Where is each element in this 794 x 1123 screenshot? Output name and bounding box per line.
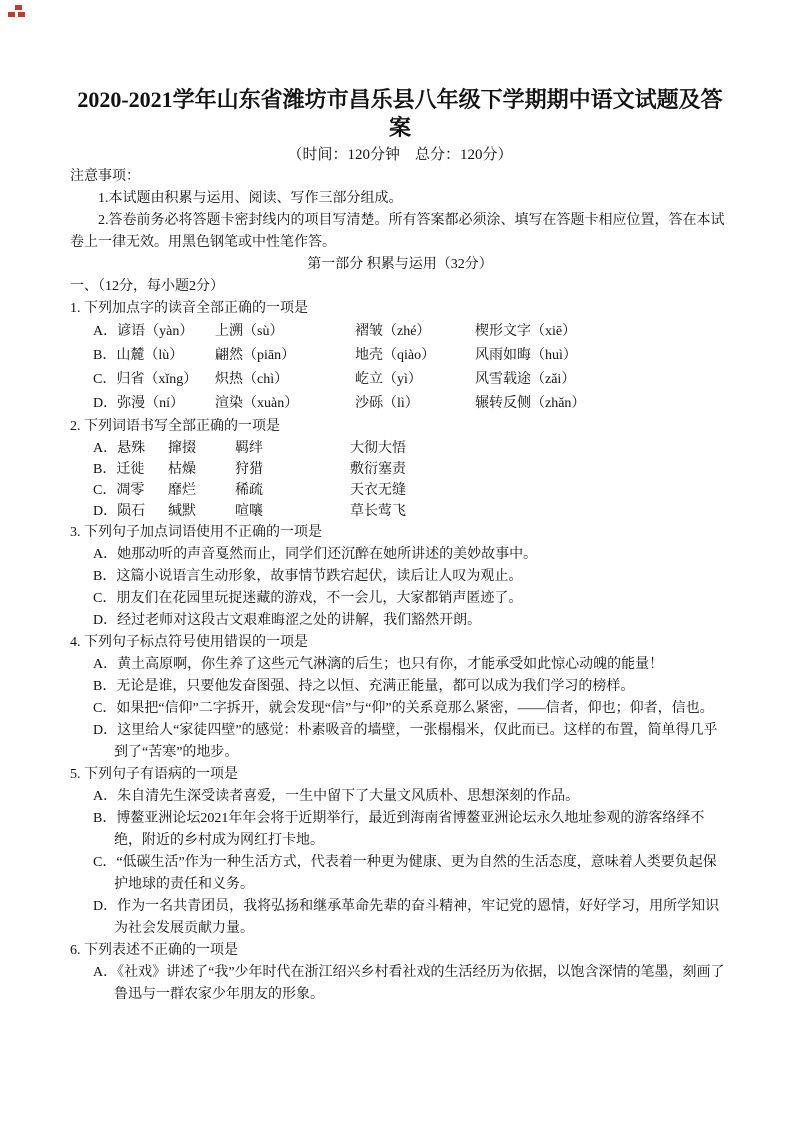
question-2-stem: 2. 下列词语书写全部正确的一项是	[70, 419, 280, 434]
question-4	[70, 632, 730, 764]
question-6	[70, 940, 730, 1006]
q1-a-word-1: A．谚语（yàn）	[93, 324, 194, 339]
q5-option-a: A．朱自清先生深受读者喜爱，一生中留下了大量文风质朴、思想深刻的作品。	[93, 789, 580, 804]
question-5-stem: 5. 下列句子有语病的一项是	[70, 767, 238, 782]
q1-c-word-1: C．归省（xǐng）	[93, 372, 198, 387]
q4-option-b: B．无论是谁，只要他发奋图强、持之以恒、充满正能量，都可以成为我们学习的榜样。	[93, 679, 635, 694]
q2-b-word-3: 狩猎	[235, 462, 263, 477]
question-6-stem: 6. 下列表述不正确的一项是	[70, 943, 238, 958]
exam-title: 2020-2021学年山东省潍坊市昌乐县八年级下学期期中语文试题及答案	[77, 87, 723, 140]
q1-b-word-4: 风雨如晦（huì）	[475, 348, 577, 363]
q6-option-a: A．《社戏》讲述了“我”少年时代在浙江绍兴乡村看社戏的生活经历为依据，以饱含深情的笔墨，刻画了鲁迅与一群农家少年朋友的形象。	[93, 965, 725, 1002]
q1-b-word-3: 地壳（qiào）	[355, 348, 436, 363]
q2-a-word-3: 羁绊	[235, 441, 263, 456]
question-1	[70, 298, 730, 416]
question-3-stem: 3. 下列句子加点词语使用不正确的一项是	[70, 525, 322, 540]
q1-d-word-2: 渲染（xuàn）	[215, 396, 299, 411]
question-1-options-table	[93, 320, 730, 416]
q1-d-word-3: 沙砾（lì）	[355, 396, 419, 411]
q2-row-c	[93, 480, 730, 501]
q2-a-word-4: 大彻大悟	[350, 441, 406, 456]
q4-option-c: C．如果把“信仰”二字拆开，就会发现“信”与“仰”的关系竟那么紧密，——信者，仰也；仰者，信也。	[93, 701, 714, 716]
q5-option-d: D．作为一名共青团员，我将弘扬和继承革命先辈的奋斗精神，牢记党的恩情，好好学习，用所学知识为社会发展贡献力量。	[93, 899, 720, 936]
q2-b-word-1: B．迁徙	[93, 462, 145, 477]
question-4-stem: 4. 下列句子标点符号使用错误的一项是	[70, 635, 308, 650]
q2-c-word-4: 天衣无缝	[350, 483, 406, 498]
q1-c-word-4: 风雪载途（zǎi）	[475, 372, 576, 387]
notice-item-2: 2.答卷前务必将答题卡密封线内的项目写清楚。所有答案都必须涂、填写在答题卡相应位置，答在本试卷上一律无效。用黑色钢笔或中性笔作答。	[70, 213, 725, 250]
q3-option-d: D．经过老师对这段古文艰难晦涩之处的讲解，我们豁然开朗。	[93, 613, 482, 628]
corner-logo-mark	[8, 5, 30, 19]
q1-a-word-4: 楔形文字（xiē）	[475, 324, 577, 339]
q2-row-d	[93, 501, 730, 522]
q2-d-word-4: 草长莺飞	[350, 504, 406, 519]
q2-c-word-2: 靡烂	[168, 483, 196, 498]
q2-c-word-1: C．凋零	[93, 483, 145, 498]
q2-d-word-3: 喧嚷	[235, 504, 263, 519]
q1-row-a	[93, 320, 730, 344]
q3-option-a: A．她那动听的声音戛然而止，同学们还沉醉在她所讲述的美妙故事中。	[93, 547, 538, 562]
q4-option-d: D．这里给人“家徒四壁”的感觉：朴素吸音的墙壁，一张榻榻米，仅此而已。这样的布置，简单得几乎到了“苦寒”的地步。	[93, 723, 718, 760]
question-5	[70, 764, 730, 940]
notice-item-1: 1.本试题由积累与运用、阅读、写作三部分组成。	[98, 191, 403, 206]
q1-d-word-1: D．弥漫（ní）	[93, 396, 184, 411]
question-2-options-table	[93, 438, 730, 522]
q2-a-word-2: 撺掇	[168, 441, 196, 456]
q4-option-a: A．黄土高原啊，你生养了这些元气淋漓的后生；也只有你，才能承受如此惊心动魄的能量！	[93, 657, 664, 672]
q2-row-b	[93, 459, 730, 480]
q2-d-word-1: D．陨石	[93, 504, 146, 519]
q2-b-word-2: 枯燥	[168, 462, 196, 477]
question-3	[70, 522, 730, 632]
q2-a-word-1: A．悬殊	[93, 441, 146, 456]
q2-row-a	[93, 438, 730, 459]
q2-d-word-2: 缄默	[168, 504, 196, 519]
q1-c-word-2: 炽热（chì）	[215, 372, 289, 387]
notice-heading: 注意事项：	[70, 169, 140, 184]
q2-c-word-3: 稀疏	[235, 483, 263, 498]
q1-row-c	[93, 368, 730, 392]
q1-c-word-3: 屹立（yì）	[355, 372, 422, 387]
q5-option-c: C．“低碳生活”作为一种生活方式，代表着一种更为健康、更为自然的生活态度，意味着人类要负起保护地球的责任和义务。	[93, 855, 717, 892]
question-1-stem: 1. 下列加点字的读音全部正确的一项是	[70, 301, 308, 316]
q1-row-d	[93, 392, 730, 416]
q1-b-word-1: B．山麓（lù）	[93, 348, 184, 363]
part-one-heading: 第一部分 积累与运用（32分）	[307, 257, 493, 272]
question-2	[70, 416, 730, 522]
q5-option-b: B．博鳌亚洲论坛2021年年会将于近期举行，最近到海南省博鳌亚洲论坛永久地址参观的游客络绎不绝，附近的乡村成为网红打卡地。	[93, 811, 705, 848]
q1-a-word-2: 上溯（sù）	[215, 324, 284, 339]
q3-option-c: C．朋友们在花园里玩捉迷藏的游戏，不一会儿，大家都销声匿迹了。	[93, 591, 523, 606]
q1-row-b	[93, 344, 730, 368]
q1-b-word-2: 翩然（piān）	[215, 348, 296, 363]
exam-time-total: （时间：120分钟 总分：120分）	[287, 147, 513, 163]
q2-b-word-4: 敷衍塞责	[350, 462, 406, 477]
subsection-heading: 一、（12分，每小题2分）	[70, 279, 224, 294]
q1-d-word-4: 辗转反侧（zhǎn）	[475, 396, 586, 411]
q3-option-b: B．这篇小说语言生动形象，故事情节跌宕起伏，读后让人叹为观止。	[93, 569, 523, 584]
q1-a-word-3: 褶皱（zhé）	[355, 324, 431, 339]
